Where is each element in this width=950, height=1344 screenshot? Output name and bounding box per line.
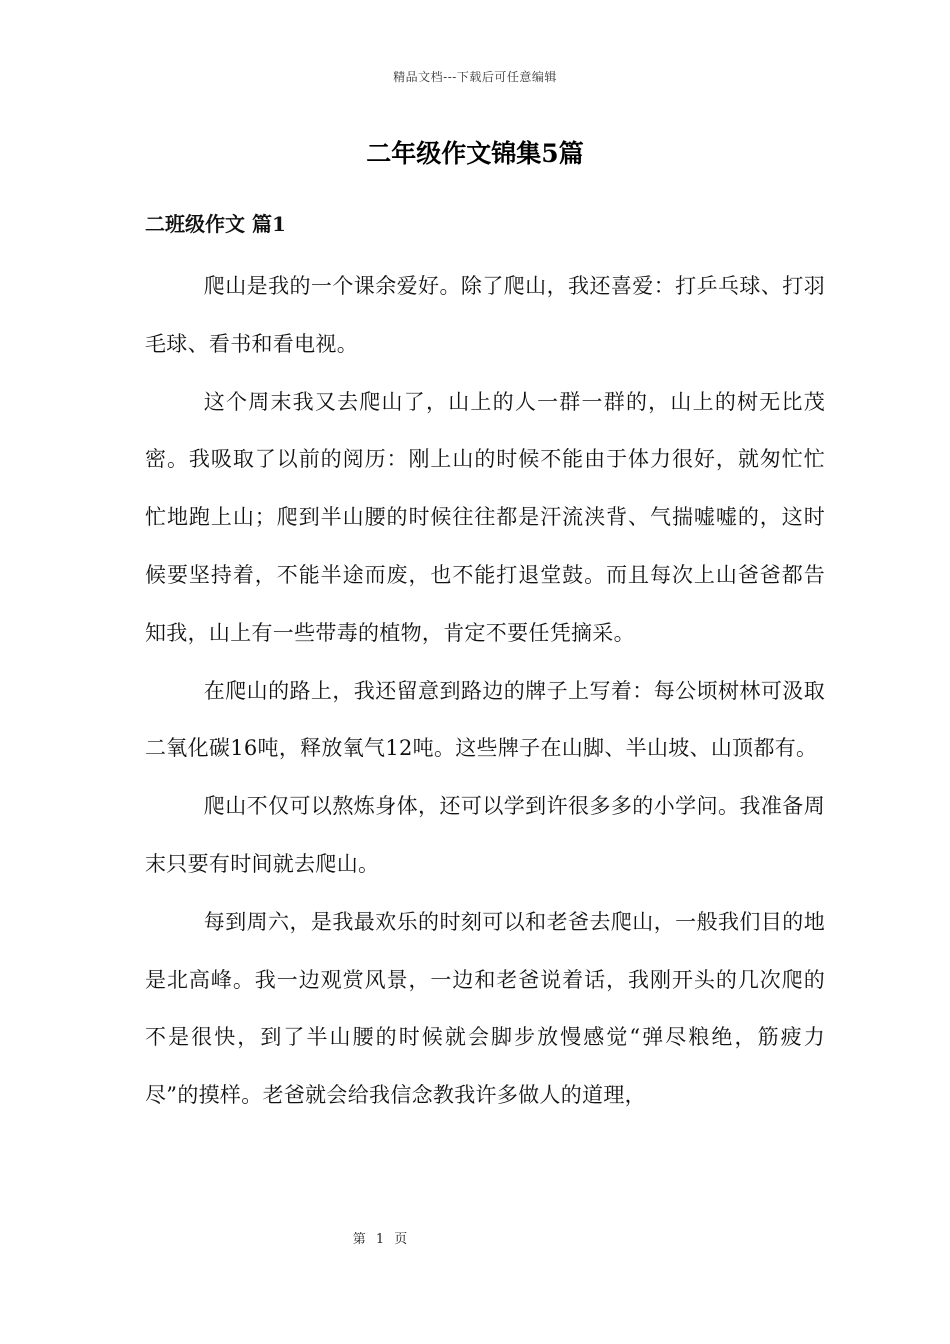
footer-prefix: 第 [352,1232,366,1247]
paragraph-3: 在爬山的路上，我还留意到路边的牌子上写着：每公顷树林可汲取二氧化碳16吨，释放氧气12吨。这些牌子在山脚、半山坡、山顶都有。 [145,678,825,761]
page-footer [0,1228,760,1247]
paragraph-1: 爬山是我的一个课余爱好。除了爬山，我还喜爱：打乒乓球、打羽毛球、看书和看电视。 [145,274,825,356]
paragraph-5: 每到周六，是我最欢乐的时刻可以和老爸去爬山，一般我们目的地是北高峰。我一边观赏风景，一边和老爸说着话，我刚开头的几次爬的不是很快，到了半山腰的时候就会脚步放慢感觉“弹尽粮绝，筋疲力尽”的摸样。老爸就会给我信念教我许多做人的道理， [145,909,825,1108]
header-note: 精品文档---下载后可任意编辑 [393,70,557,84]
body-text [145,258,825,1125]
paragraph-2: 这个周末我又去爬山了，山上的人一群一群的，山上的树无比茂密。我吸取了以前的阅历：刚上山的时候不能由于体力很好，就匆忙忙忙地跑上山；爬到半山腰的时候往往都是汗流浃背、气揣嘘嘘的，这时候要坚持着，不能半途而废，也不能打退堂鼓。而且每次上山爸爸都告知我，山上有一些带毒的植物，肯定不要任凭摘采。 [145,389,825,645]
footer-suffix: 页 [394,1232,408,1247]
paragraph-4: 爬山不仅可以熬炼身体，还可以学到许很多多的小学问。我准备周末只要有时间就去爬山。 [145,794,825,876]
section-heading: 二班级作文 篇1 [145,212,286,236]
page-number: 1 [375,1232,385,1247]
document-title: 二年级作文锦集5篇 [366,139,584,168]
